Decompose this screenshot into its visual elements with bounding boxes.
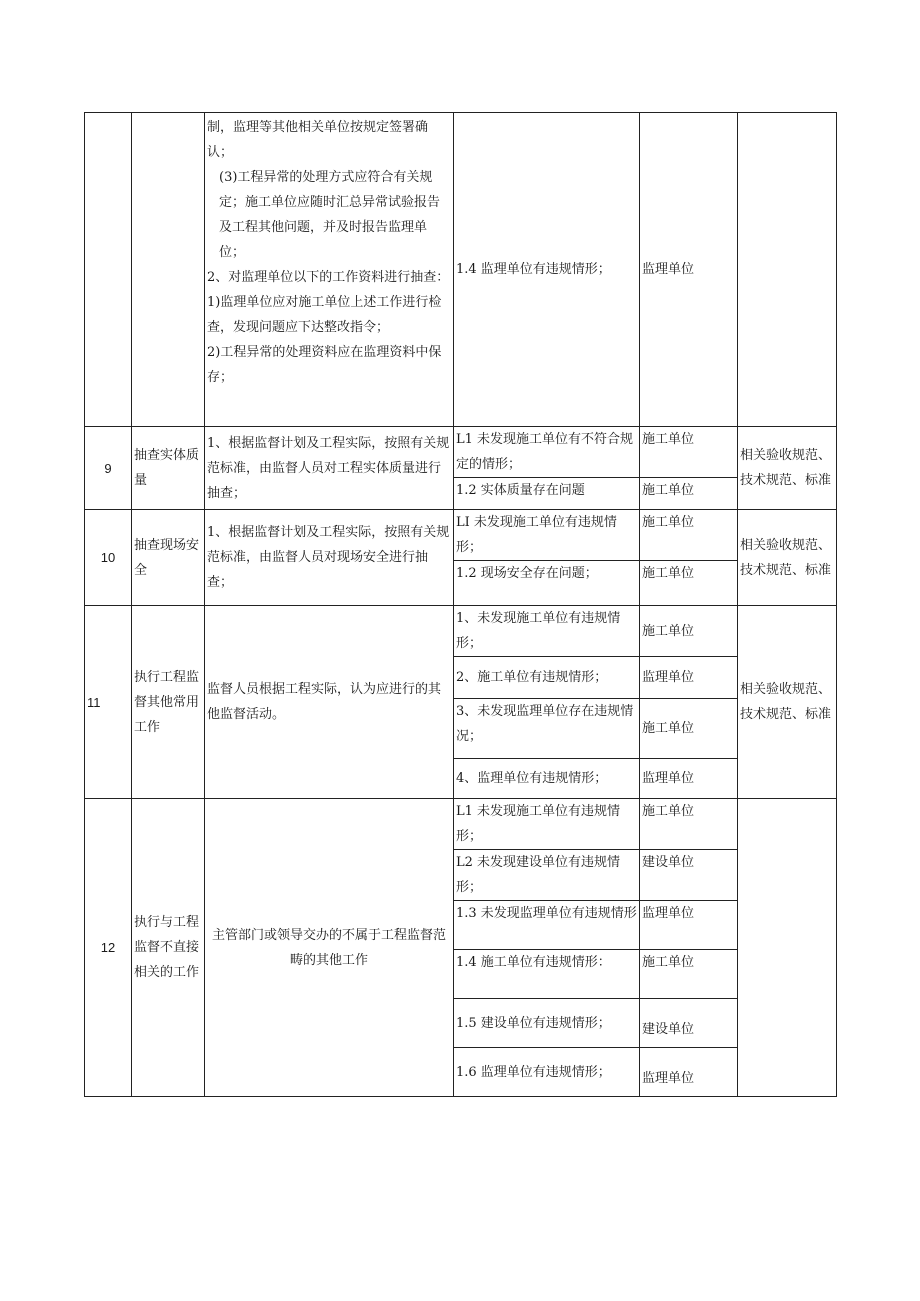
row-number: 12 — [85, 799, 132, 1097]
unit-cell: 监理单位 — [640, 113, 738, 427]
issue-cell: L1 未发现施工单位有违规情形； — [454, 799, 640, 850]
unit-cell: 监理单位 — [640, 759, 738, 799]
issue-cell: 1.2 现场安全存在问题； — [454, 561, 640, 606]
issue-cell: L2 未发现建设单位有违规情形； — [454, 850, 640, 901]
content-line: 2)工程异常的处理资料应在监理资料中保存； — [207, 345, 442, 385]
basis-cell: 相关验收规范、技术规范、标准 — [738, 606, 837, 799]
issue-cell: 3、未发现监理单位存在违规情况； — [454, 699, 640, 759]
issue-cell: LI 未发现施工单位有违规情形； — [454, 510, 640, 561]
inspection-table — [84, 112, 837, 1097]
unit-cell: 监理单位 — [640, 1048, 738, 1097]
issue-cell: 1.5 建设单位有违规情形； — [454, 999, 640, 1048]
content-line: 2、对监理单位以下的工作资料进行抽查： — [207, 270, 450, 285]
content-cell: 1、根据监督计划及工程实际，按照有关规范标准，由监督人员对工程实体质量进行抽查； — [205, 427, 454, 510]
row-number: 10 — [85, 510, 132, 606]
unit-cell: 建设单位 — [640, 850, 738, 901]
basis-cell: 相关验收规范、技术规范、标准 — [738, 510, 837, 606]
content-line: 1)监理单位应对施工单位上述工作进行检查，发现问题应下达整改指令； — [207, 295, 442, 335]
unit-cell: 施工单位 — [640, 799, 738, 850]
unit-cell: 施工单位 — [640, 510, 738, 561]
issue-cell: 2、施工单位有违规情形； — [454, 657, 640, 699]
issue-cell: 1、未发现施工单位有违规情形； — [454, 606, 640, 657]
issue-cell: 1.2 实体质量存在问题 — [454, 478, 640, 510]
unit-cell: 施工单位 — [640, 561, 738, 606]
unit-cell: 监理单位 — [640, 901, 738, 950]
issue-cell: 1.4 施工单位有违规情形： — [454, 950, 640, 999]
basis-cell — [738, 113, 837, 427]
table-row — [85, 427, 837, 478]
item-name — [132, 113, 205, 427]
issue-cell: 4、监理单位有违规情形； — [454, 759, 640, 799]
row-number — [85, 113, 132, 427]
item-name: 执行与工程监督不直接相关的工作 — [132, 799, 205, 1097]
unit-cell: 监理单位 — [640, 657, 738, 699]
content-cell: 监督人员根据工程实际，认为应进行的其他监督活动。 — [205, 606, 454, 799]
unit-cell: 施工单位 — [640, 950, 738, 999]
unit-cell: 施工单位 — [640, 478, 738, 510]
item-name: 抽查现场安全 — [132, 510, 205, 606]
issue-cell: L1 未发现施工单位有不符合规定的情形； — [454, 427, 640, 478]
issue-cell: 1.4 监理单位有违规情形； — [454, 113, 640, 427]
unit-cell: 建设单位 — [640, 999, 738, 1048]
content-cell — [205, 113, 454, 427]
unit-cell: 施工单位 — [640, 427, 738, 478]
unit-cell: 施工单位 — [640, 606, 738, 657]
content-line: 制，监理等其他相关单位按规定签署确认； — [207, 120, 429, 160]
table-row — [85, 510, 837, 561]
basis-cell: 相关验收规范、技术规范、标准 — [738, 427, 837, 510]
content-line: (3)工程异常的处理方式应符合有关规定；施工单位应随时汇总异常试验报告及工程其他问题，并及时报告监理单位； — [219, 170, 441, 260]
table-row — [85, 113, 837, 427]
row-number: 11 — [85, 606, 132, 799]
content-cell: 主管部门或领导交办的不属于工程监督范畴的其他工作 — [205, 799, 454, 1097]
row-number: 9 — [85, 427, 132, 510]
table-row — [85, 799, 837, 850]
issue-cell: 1.3 未发现监理单位有违规情形 — [454, 901, 640, 950]
table-row — [85, 606, 837, 657]
basis-cell — [738, 799, 837, 1097]
item-name: 抽查实体质量 — [132, 427, 205, 510]
item-name: 执行工程监督其他常用工作 — [132, 606, 205, 799]
content-cell: 1、根据监督计划及工程实际，按照有关规范标准，由监督人员对现场安全进行抽查； — [205, 510, 454, 606]
issue-cell: 1.6 监理单位有违规情形； — [454, 1048, 640, 1097]
unit-cell: 施工单位 — [640, 699, 738, 759]
